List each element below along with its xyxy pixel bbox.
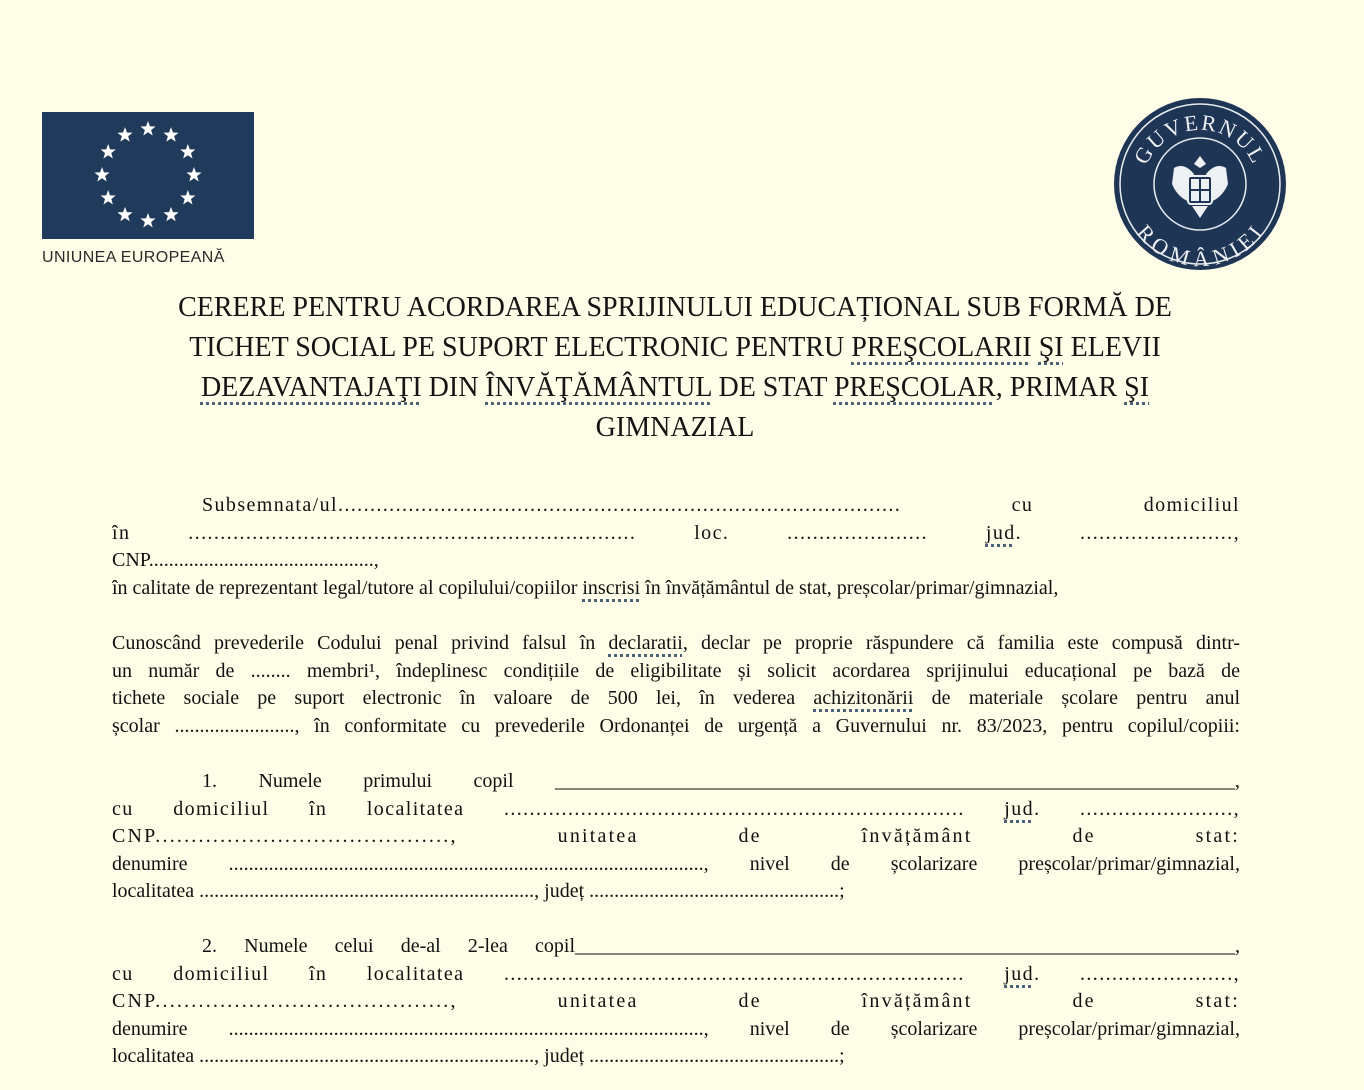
eu-star-icon	[140, 121, 155, 135]
eu-flag-icon	[42, 112, 254, 239]
child-2-name-line: 2. Numele celui de-al 2-lea copil__________________________________________________________________,	[202, 935, 1240, 957]
eu-star-icon	[186, 167, 201, 181]
eu-star-icon	[117, 127, 132, 141]
declaration-section: Cunoscând prevederile Codului penal privind falsul în declaratii, declar pe proprie răspundere că familia este compusă dintr- un număr de ........ membri¹, îndeplinesc condițiile de eligibilitate și solicit acordarea sprijinului educațional pe bază de tichete sociale pe suport electronic în valoare de 500 lei, în vederea achizitonării de materiale școlare pentru anul școlar ........................, în conformitate cu prevederile Ordonanței de urgență a Guvernului nr. 83/2023, pentru copilul/copiii:	[112, 632, 1240, 737]
applicant-name-line: Subsemnata/ul........................................................................................ cu domiciliul	[202, 494, 1240, 516]
child-1-name-line: 1. Numele primului copil ____________________________________________________________________,	[202, 770, 1240, 792]
eu-star-icon	[101, 144, 116, 158]
eu-star-icon	[180, 190, 195, 204]
eu-label: UNIUNEA EUROPEANĂ	[42, 249, 225, 266]
seal-top-text: GUVERNUL	[1128, 109, 1272, 169]
eu-star-icon	[163, 127, 178, 141]
child-2-section: 2. Numele celui de-al 2-lea copil__________________________________________________________________, cu domiciliul în localitatea ........................................................................ jud. ........................, CNP........................................., unitatea de învățământ de stat: denumire ..............................................................................................., nivel de școlarizare preșcolar/primar/gimnazial, localitatea ..................................................................., județ ..................................................;	[112, 935, 1240, 1067]
eu-star-icon	[94, 167, 109, 181]
child-1-section: 1. Numele primului copil ____________________________________________________________________, cu domiciliul în localitatea ........................................................................ jud. ........................, CNP........................................., unitatea de învățământ de stat: denumire ..............................................................................................., nivel de școlarizare preșcolar/primar/gimnazial, localitatea ..................................................................., județ ..................................................;	[112, 770, 1240, 902]
eu-star-icon	[163, 207, 178, 221]
seal-bottom-text: ROMÂNIEI	[1131, 219, 1269, 272]
applicant-section	[112, 492, 1240, 602]
eu-star-icon	[101, 190, 116, 204]
eu-logo	[42, 112, 258, 267]
eu-star-icon	[180, 144, 195, 158]
applicant-cnp-line: CNP.............................................,	[112, 549, 379, 571]
document-title: CERERE PENTRU ACORDAREA SPRIJINULUI EDUCAȚIONAL SUB FORMĂ DE TICHET SOCIAL PE SUPORT ELECTRONIC PENTRU PREŞCOLARII ŞI ELEVII DEZAVANTAJAŢI DIN ÎNVĂŢĂMÂNTUL DE STAT PREŞCOLAR, PRIMAR ŞI GIMNAZIAL	[178, 292, 1172, 443]
eu-star-icon	[140, 213, 155, 227]
applicant-role-line: în calitate de reprezentant legal/tutore al copilului/copiilor inscrisi în învățământul de stat, preșcolar/primar/gimnazial,	[112, 576, 1059, 599]
government-seal-logo	[1112, 96, 1288, 272]
eu-star-icon	[117, 207, 132, 221]
applicant-address-line: în ...................................................................... loc. ...................... jud. ........................,	[112, 521, 1240, 544]
